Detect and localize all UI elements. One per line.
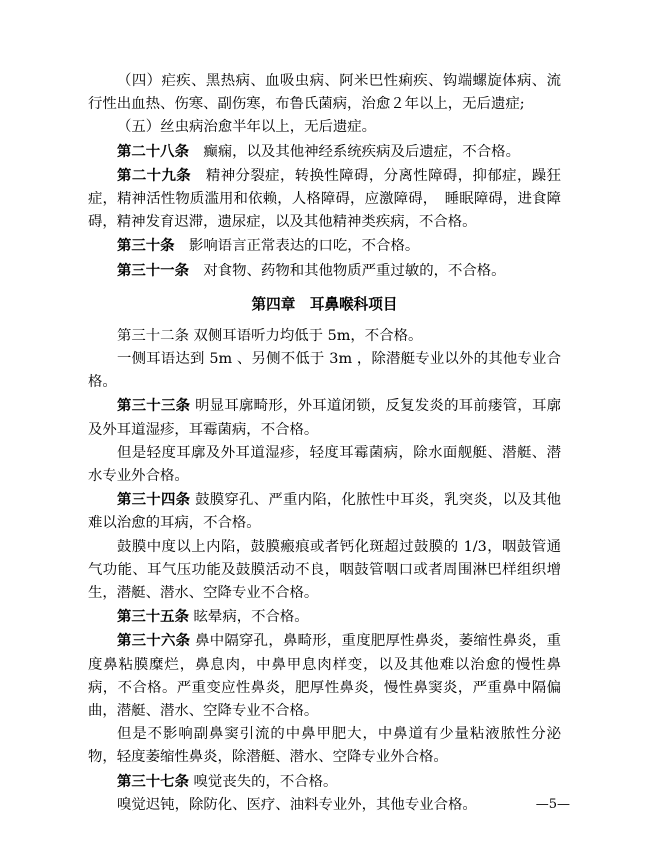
article-number: 第三十一条 xyxy=(117,261,189,279)
paragraph-text: 鼓膜中度以上内陷，鼓膜瘢痕或者钙化斑超过鼓膜的 1/3，咽鼓管通气功能、耳气压功能及鼓膜活动不良，咽鼓管咽口或者周围淋巴样组织增生，潜艇、潜水、空降专业不合格。 xyxy=(88,538,561,602)
paragraph-text: 鼻中隔穿孔，鼻畸形，重度肥厚性鼻炎，萎缩性鼻炎，重度鼻粘膜糜烂，鼻息肉，中鼻甲息肉样变，以及其他难以治愈的慢性鼻病，不合格。严重变应性鼻炎，肥厚性鼻炎，慢性鼻窦炎，严重鼻中隔偏曲，潜艇、潜水、空降专业不合格。 xyxy=(88,633,561,720)
paragraph xyxy=(88,394,561,441)
paragraph-text: 眩晕病，不合格。 xyxy=(188,609,309,626)
article-number: 第三十条 xyxy=(117,237,175,255)
paragraph xyxy=(88,629,561,723)
paragraph-text: 但是轻度耳廓及外耳道湿疹，轻度耳霉菌病，除水面舰艇、潜艇、潜水专业外合格。 xyxy=(88,444,561,485)
paragraph xyxy=(88,140,561,164)
page-number: —5— xyxy=(535,797,570,812)
paragraph-text: 癫痫，以及其他神经系统疾病及后遗症，不合格。 xyxy=(188,143,520,160)
paragraph xyxy=(88,164,561,235)
paragraph xyxy=(88,723,561,769)
paragraph-text: （五）丝虫病治愈半年以上，无后遗症。 xyxy=(117,119,377,136)
article-number: 第三十五条 xyxy=(117,608,189,626)
paragraph xyxy=(88,442,561,488)
chapter-title: 第四章 耳鼻喉科项目 xyxy=(251,295,398,313)
paragraph-text: 但是不影响副鼻窦引流的中鼻甲肥大，中鼻道有少量粘液脓性分泌物，轻度萎缩性鼻炎，除潜艇、潜水、空降专业外合格。 xyxy=(88,726,561,766)
article-number: 第三十七条 xyxy=(117,772,189,790)
paragraph-text: 一侧耳语达到 5m 、另侧不低于 3m ，除潜艇专业以外的其他专业合格。 xyxy=(88,351,561,391)
article-number: 第三十三条 xyxy=(117,397,191,415)
paragraph-text: 鼓膜穿孔、严重内陷，化脓性中耳炎，乳突炎，以及其他难以治愈的耳病，不合格。 xyxy=(88,492,561,532)
paragraph xyxy=(88,348,561,394)
paragraph-text: 第三十二条 双侧耳语听力均低于 5m，不合格。 xyxy=(117,327,423,344)
paragraph xyxy=(88,259,561,283)
paragraph xyxy=(88,770,561,794)
paragraph xyxy=(88,605,561,629)
paragraph-text: 嗅觉迟钝，除防化、医疗、油料专业外，其他专业合格。 xyxy=(117,796,477,813)
paragraph-text: 明显耳廓畸形，外耳道闭锁，反复发炎的耳前瘘管，耳廓及外耳道湿疹，耳霉菌病，不合格。 xyxy=(88,398,561,438)
paragraph xyxy=(88,325,561,348)
paragraph xyxy=(88,116,561,139)
article-number: 第三十四条 xyxy=(117,491,191,509)
paragraph xyxy=(88,536,561,606)
paragraph xyxy=(88,488,561,535)
paragraph xyxy=(88,794,561,817)
article-number: 第三十六条 xyxy=(117,632,191,650)
paragraph-text: （四）疟疾、黑热病、血吸虫病、阿米巴性痢疾、钩端螺旋体病、流行性出血热、伤寒、副伤寒，布鲁氏菌病，治愈２年以上，无后遗症; xyxy=(88,73,561,113)
paragraph-text: 嗅觉丧失的，不合格。 xyxy=(188,773,338,790)
section-bottom xyxy=(88,325,561,817)
paragraph-text: 对食物、药物和其他物质严重过敏的，不合格。 xyxy=(188,262,506,279)
paragraph-text: 影响语言正常表达的口吃，不合格。 xyxy=(174,238,420,255)
document-body xyxy=(88,70,561,817)
paragraph-text: 精神分裂症，转换性障碍，分离性障碍，抑郁症，躁狂症，精神活性物质滥用和依赖，人格障碍，应激障碍， 睡眠障碍，进食障碍，精神发育迟滞，遗尿症，以及其他精神类疾病，不合格。 xyxy=(88,167,561,231)
paragraph xyxy=(88,234,561,258)
article-number: 第二十八条 xyxy=(117,142,189,160)
article-number: 第二十九条 xyxy=(117,166,192,184)
section-top xyxy=(88,70,561,283)
paragraph xyxy=(88,70,561,116)
